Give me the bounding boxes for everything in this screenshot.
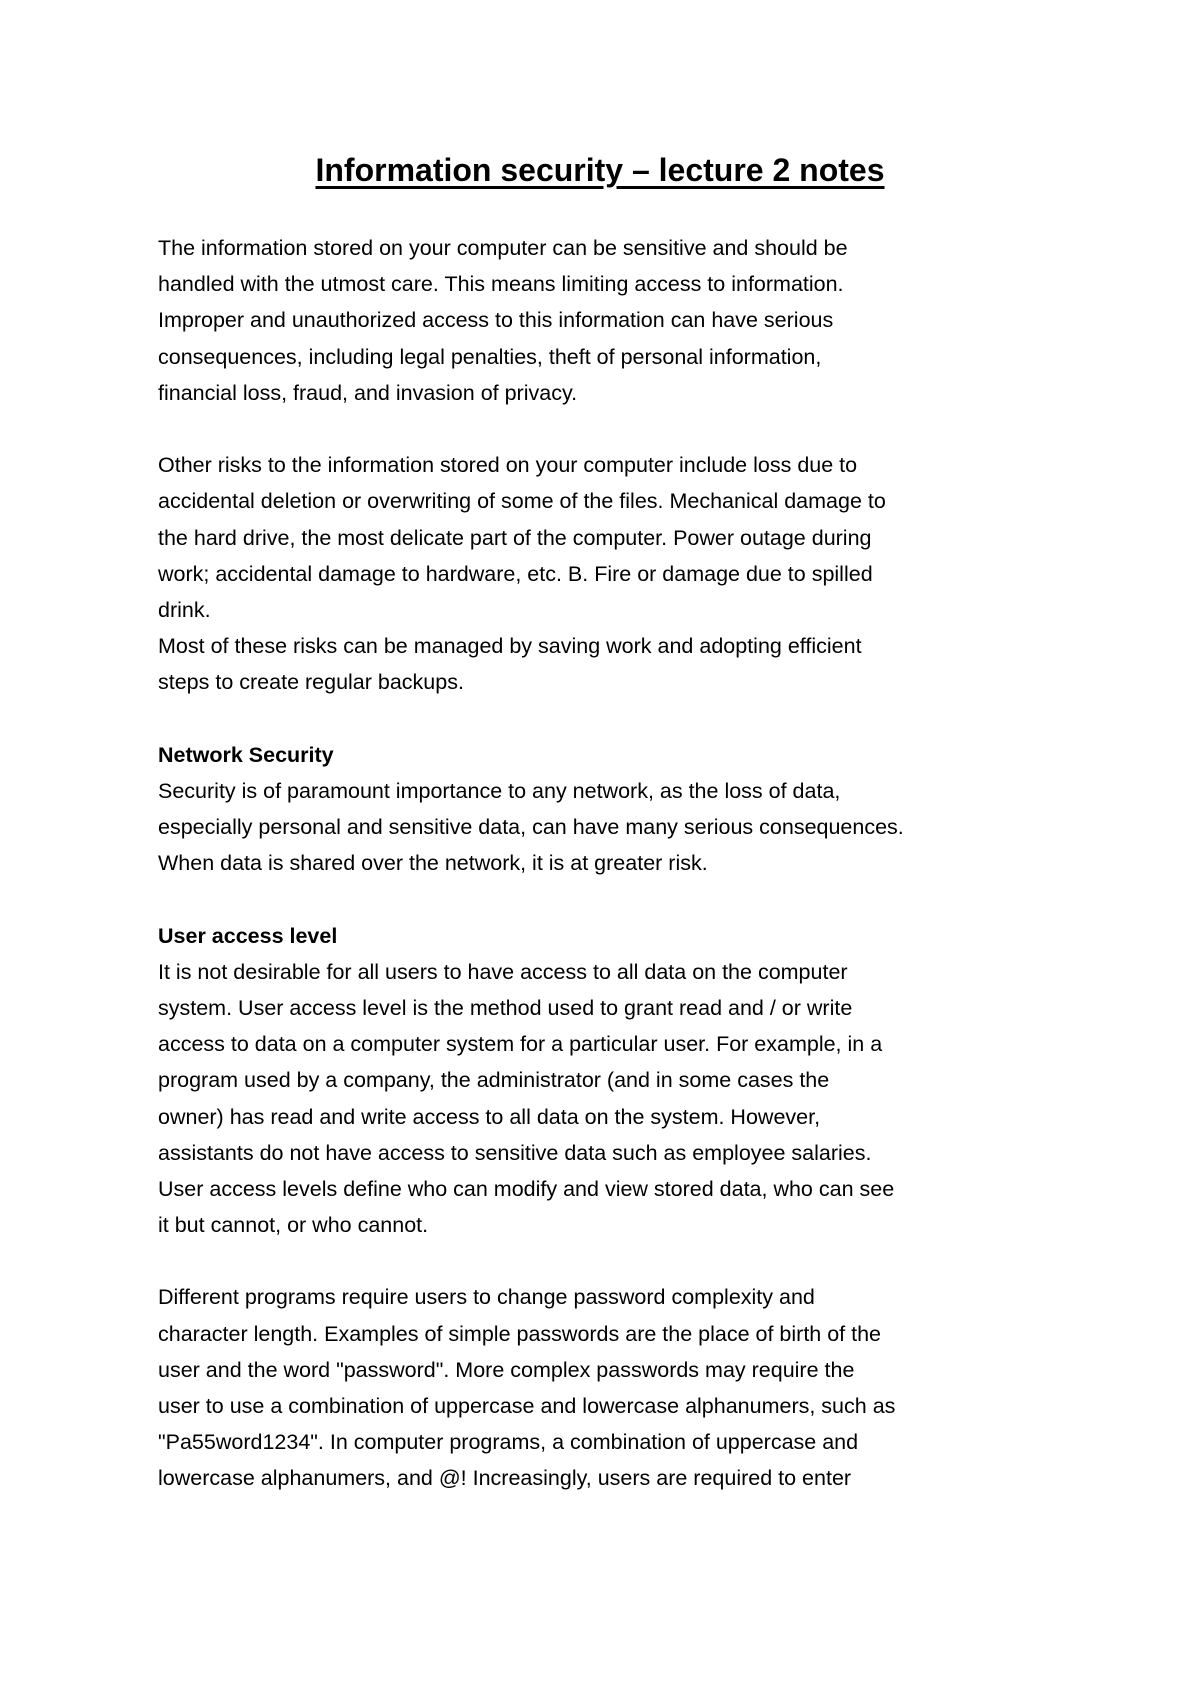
paragraph-spacer — [158, 411, 1018, 447]
text-line: accidental deletion or overwriting of some of the files. Mechanical damage to — [158, 489, 886, 514]
text-line: user and the word "password". More complex passwords may require the — [158, 1357, 855, 1382]
paragraph-spacer — [158, 700, 1018, 736]
text-line: it but cannot, or who cannot. — [158, 1213, 429, 1238]
text-line: user to use a combination of uppercase and lowercase alphanumers, such as — [158, 1394, 896, 1418]
section-heading-user-access-level: User access level — [158, 923, 338, 948]
text-line: access to data on a computer system for a particular user. For example, in a — [158, 1032, 883, 1057]
text-line: Different programs require users to change password complexity and — [158, 1285, 815, 1310]
text-line: User access levels define who can modify and view stored data, who can see — [158, 1176, 895, 1201]
text-line: When data is shared over the network, it is at greater risk. — [158, 851, 708, 876]
document-body — [158, 230, 1018, 1497]
text-line: Security is of paramount importance to any network, as the loss of data, — [158, 778, 841, 803]
text-line: character length. Examples of simple passwords are the place of birth of the — [158, 1321, 882, 1346]
text-line: owner) has read and write access to all data on the system. However, — [158, 1104, 821, 1129]
text-line: handled with the utmost care. This means limiting access to information. — [158, 272, 844, 297]
section-heading-network-security: Network Security — [158, 742, 334, 767]
text-line: especially personal and sensitive data, can have many serious consequences. — [158, 815, 904, 839]
text-line: Improper and unauthorized access to this information can have serious — [158, 308, 834, 333]
text-line: Other risks to the information stored on your computer include loss due to — [158, 453, 858, 478]
text-line: consequences, including legal penalties, theft of personal information, — [158, 344, 822, 369]
text-line: assistants do not have access to sensitive data such as employee salaries. — [158, 1140, 872, 1165]
text-line: work; accidental damage to hardware, etc. B. Fire or damage due to spilled — [158, 561, 873, 586]
text-line: system. User access level is the method used to grant read and / or write — [158, 995, 853, 1020]
text-line: financial loss, fraud, and invasion of privacy. — [158, 380, 578, 405]
text-line: "Pa55word1234". In computer programs, a combination of uppercase and — [158, 1430, 859, 1455]
text-line: It is not desirable for all users to have access to all data on the computer — [158, 959, 848, 984]
text-line: the hard drive, the most delicate part of the computer. Power outage during — [158, 525, 872, 550]
text-line: The information stored on your computer can be sensitive and should be — [158, 236, 848, 260]
text-line: Most of these risks can be managed by saving work and adopting efficient — [158, 634, 862, 659]
text-line: steps to create regular backups. — [158, 670, 464, 695]
paragraph-spacer — [158, 881, 1018, 917]
document-title: Information security – lecture 2 notes — [315, 152, 885, 188]
text-line: lowercase alphanumers, and @! Increasingly, users are required to enter — [158, 1466, 852, 1491]
text-line: drink. — [158, 597, 211, 622]
paragraph-spacer — [158, 1243, 1018, 1279]
text-line: program used by a company, the administrator (and in some cases the — [158, 1068, 830, 1093]
